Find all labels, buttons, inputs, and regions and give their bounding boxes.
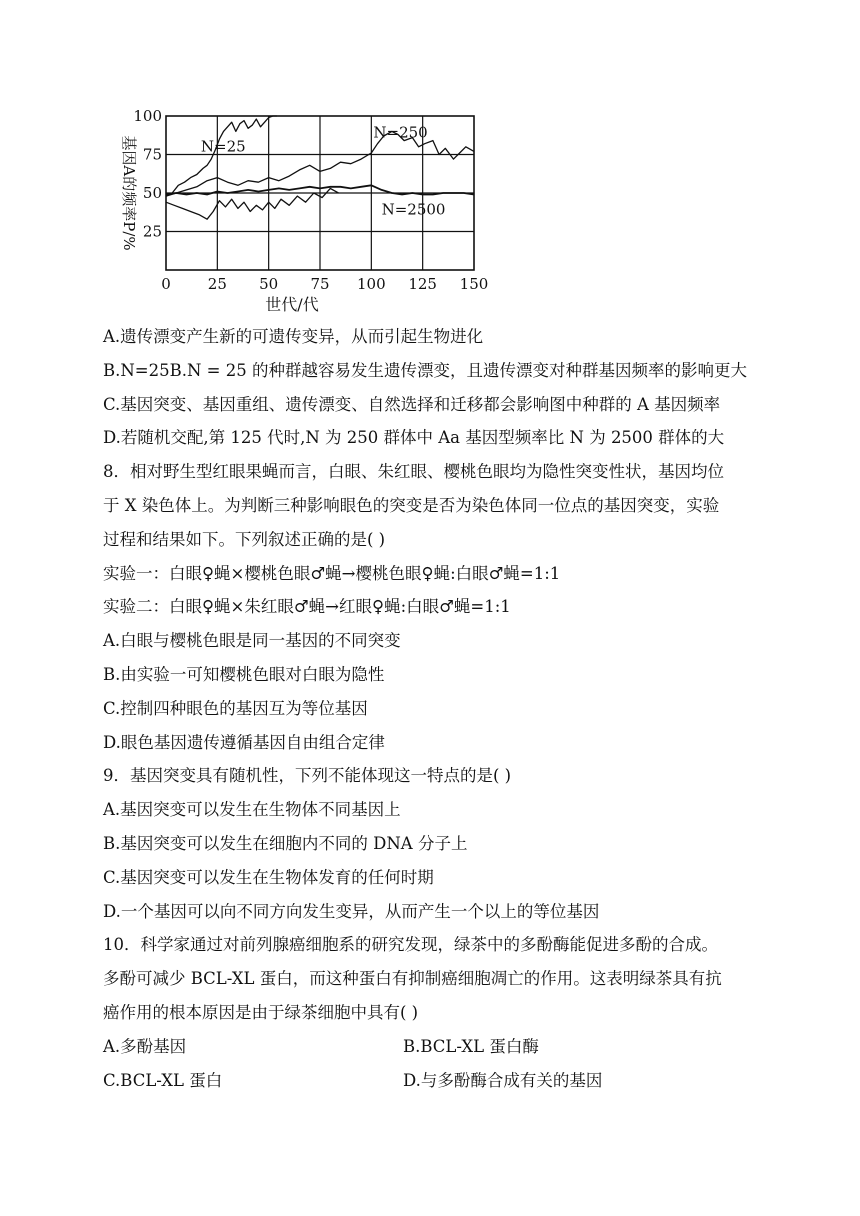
series-label: N=25	[200, 137, 246, 156]
y-tick-label: 75	[142, 145, 162, 164]
x-tick-label: 100	[357, 275, 386, 293]
q8-option-a: A.白眼与樱桃色眼是同一基因的不同突变	[103, 631, 401, 651]
x-axis-label: 世代/代	[265, 295, 319, 314]
q10-option-d: D.与多酚酶合成有关的基因	[403, 1070, 603, 1090]
y-axis-label: 基因A的频率P/%	[120, 135, 138, 251]
q9-option-a: A.基因突变可以发生在生物体不同基因上	[103, 800, 401, 820]
q7-option-a: A.遗传漂变产生新的可遗传变异，从而引起生物进化	[103, 327, 484, 346]
q7-option-c: C.基因突变、基因重组、遗传漂变、自然选择和迁移都会影响图中种群的 A 基因频率	[103, 394, 721, 414]
y-tick-label: 100	[133, 107, 162, 125]
gene-frequency-chart	[108, 104, 498, 314]
question-9	[103, 759, 763, 928]
question-content	[103, 320, 763, 1097]
y-tick-label: 50	[142, 184, 162, 202]
q10-options-row-2	[103, 1064, 763, 1098]
q10-option-a: A.多酚基因	[103, 1036, 187, 1056]
q8-stem-line-3: 过程和结果如下。下列叙述正确的是( )	[103, 529, 386, 549]
q9-stem: 9．基因突变具有随机性，下列不能体现这一特点的是( )	[103, 766, 512, 786]
q8-experiment-1: 实验一：白眼♀蝇×樱桃色眼♂蝇→樱桃色眼♀蝇:白眼♂蝇=1:1	[103, 563, 561, 583]
x-tick-label: 125	[408, 275, 437, 293]
q8-option-c: C.控制四种眼色的基因互为等位基因	[103, 698, 368, 718]
q7-option-d: D.若随机交配,第 125 代时,N 为 250 群体中 Aa 基因型频率比 N 为 2500 群体的大	[103, 428, 725, 448]
series-label: N=2500	[381, 200, 446, 219]
question-8	[103, 455, 763, 759]
x-tick-label: 150	[459, 275, 489, 293]
q10-option-c: C.BCL-XL 蛋白	[103, 1070, 223, 1090]
q10-stem-line-3: 癌作用的根本原因是由于绿茶细胞中具有( )	[103, 1002, 419, 1022]
q8-experiment-2: 实验二：白眼♀蝇×朱红眼♂蝇→红眼♀蝇:白眼♂蝇=1:1	[103, 597, 511, 617]
q7-option-b: B.N=25B.N = 25 的种群越容易发生遗传漂变，且遗传漂变对种群基因频率的影响更大	[103, 360, 747, 380]
q10-options-row-1	[103, 1030, 763, 1064]
q8-stem-line-1: 8．相对野生型红眼果蝇而言，白眼、朱红眼、樱桃色眼均为隐性突变性状，基因均位	[103, 462, 724, 482]
q10-stem-line-1: 10．科学家通过对前列腺癌细胞系的研究发现，绿茶中的多酚酶能促进多酚的合成。	[103, 935, 718, 955]
x-tick-label: 25	[207, 275, 227, 293]
question-7-options	[103, 320, 763, 455]
x-tick-label: 75	[310, 275, 330, 293]
q8-option-b: B.由实验一可知樱桃色眼对白眼为隐性	[103, 664, 385, 684]
series-label: N=250	[373, 123, 428, 142]
q9-option-c: C.基因突变可以发生在生物体发育的任何时期	[103, 867, 434, 887]
x-tick-label: 0	[161, 275, 171, 293]
x-tick-label: 50	[259, 275, 279, 293]
q9-option-b: B.基因突变可以发生在细胞内不同的 DNA 分子上	[103, 833, 468, 853]
q8-option-d: D.眼色基因遗传遵循基因自由组合定律	[103, 732, 385, 752]
chart-svg	[108, 104, 498, 314]
q8-stem-line-2: 于 X 染色体上。为判断三种影响眼色的突变是否为染色体同一位点的基因突变，实验	[103, 495, 720, 515]
series-line-n25	[166, 116, 277, 196]
q10-option-b: B.BCL-XL 蛋白酶	[403, 1036, 539, 1056]
question-10	[103, 928, 763, 1097]
y-tick-label: 25	[142, 222, 162, 241]
q10-stem-line-2: 多酚可减少 BCL-XL 蛋白，而这种蛋白有抑制癌细胞凋亡的作用。这表明绿茶具有抗	[103, 969, 722, 989]
q9-option-d: D.一个基因可以向不同方向发生变异，从而产生一个以上的等位基因	[103, 901, 600, 921]
